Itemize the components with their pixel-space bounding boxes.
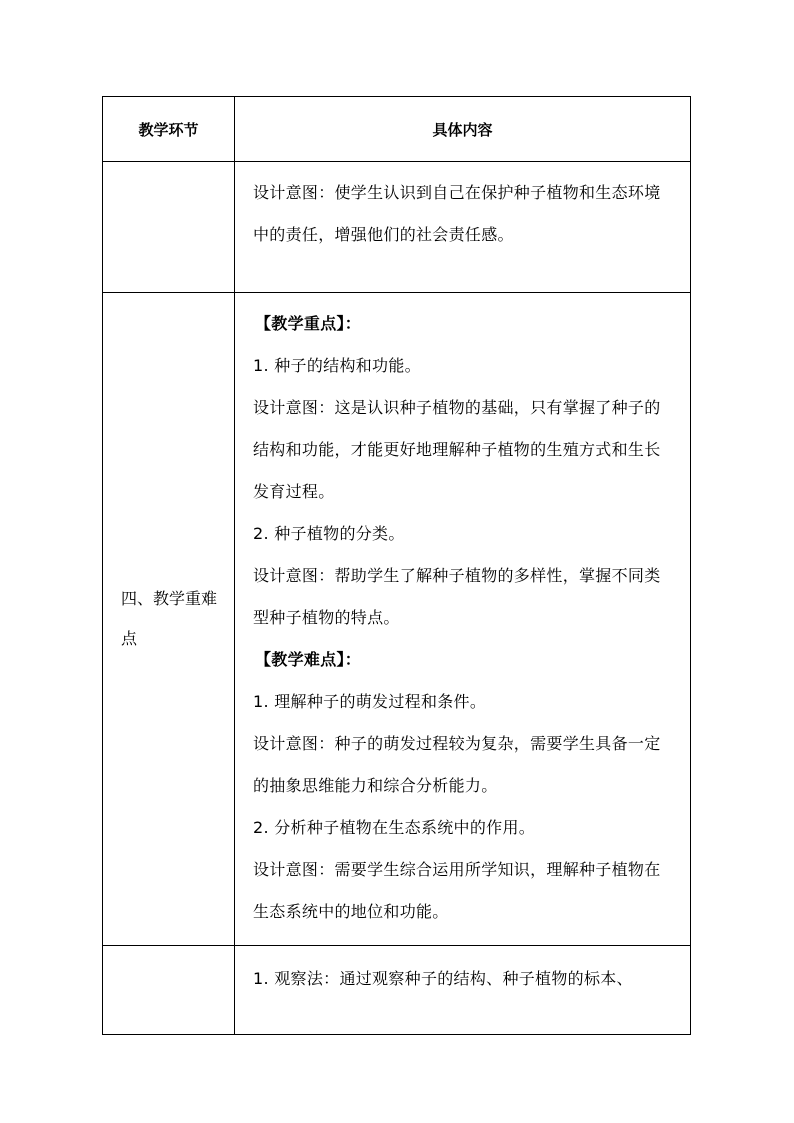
paragraph: 设计意图：需要学生综合运用所学知识，理解种子植物在生态系统中的地位和功能。 <box>253 860 661 921</box>
paragraph: 设计意图：使学生认识到自己在保护种子植物和生态环境中的责任，增强他们的社会责任感。 <box>253 183 661 244</box>
content-cell <box>235 162 691 293</box>
stage-cell <box>103 162 235 293</box>
paragraph: 设计意图：这是认识种子植物的基础，只有掌握了种子的结构和功能，才能更好地理解种子植物的生殖方式和生长发育过程。 <box>253 398 661 501</box>
content-cell <box>235 946 691 1035</box>
header-stage: 教学环节 <box>103 97 235 162</box>
paragraph: 1. 种子的结构和功能。 <box>253 356 421 375</box>
paragraph: 2. 种子植物的分类。 <box>253 524 405 543</box>
header-content: 具体内容 <box>235 97 691 162</box>
table-row <box>103 162 691 293</box>
stage-cell <box>103 946 235 1035</box>
difficulties-heading: 【教学难点】： <box>255 650 362 669</box>
table-header-row <box>103 97 691 162</box>
table-row <box>103 946 691 1035</box>
content-cell <box>235 293 691 946</box>
paragraph: 2. 分析种子植物在生态系统中的作用。 <box>253 818 536 837</box>
key-points-heading: 【教学重点】： <box>255 314 362 333</box>
table-row <box>103 293 691 946</box>
paragraph: 设计意图：帮助学生了解种子植物的多样性，掌握不同类型种子植物的特点。 <box>253 566 661 627</box>
paragraph: 1. 观察法：通过观察种子的结构、种子植物的标本、 <box>253 969 633 988</box>
lesson-plan-table <box>102 96 691 1035</box>
stage-cell: 四、教学重难点 <box>103 293 235 946</box>
paragraph: 1. 理解种子的萌发过程和条件。 <box>253 692 487 711</box>
paragraph: 设计意图：种子的萌发过程较为复杂，需要学生具备一定的抽象思维能力和综合分析能力。 <box>253 734 661 795</box>
